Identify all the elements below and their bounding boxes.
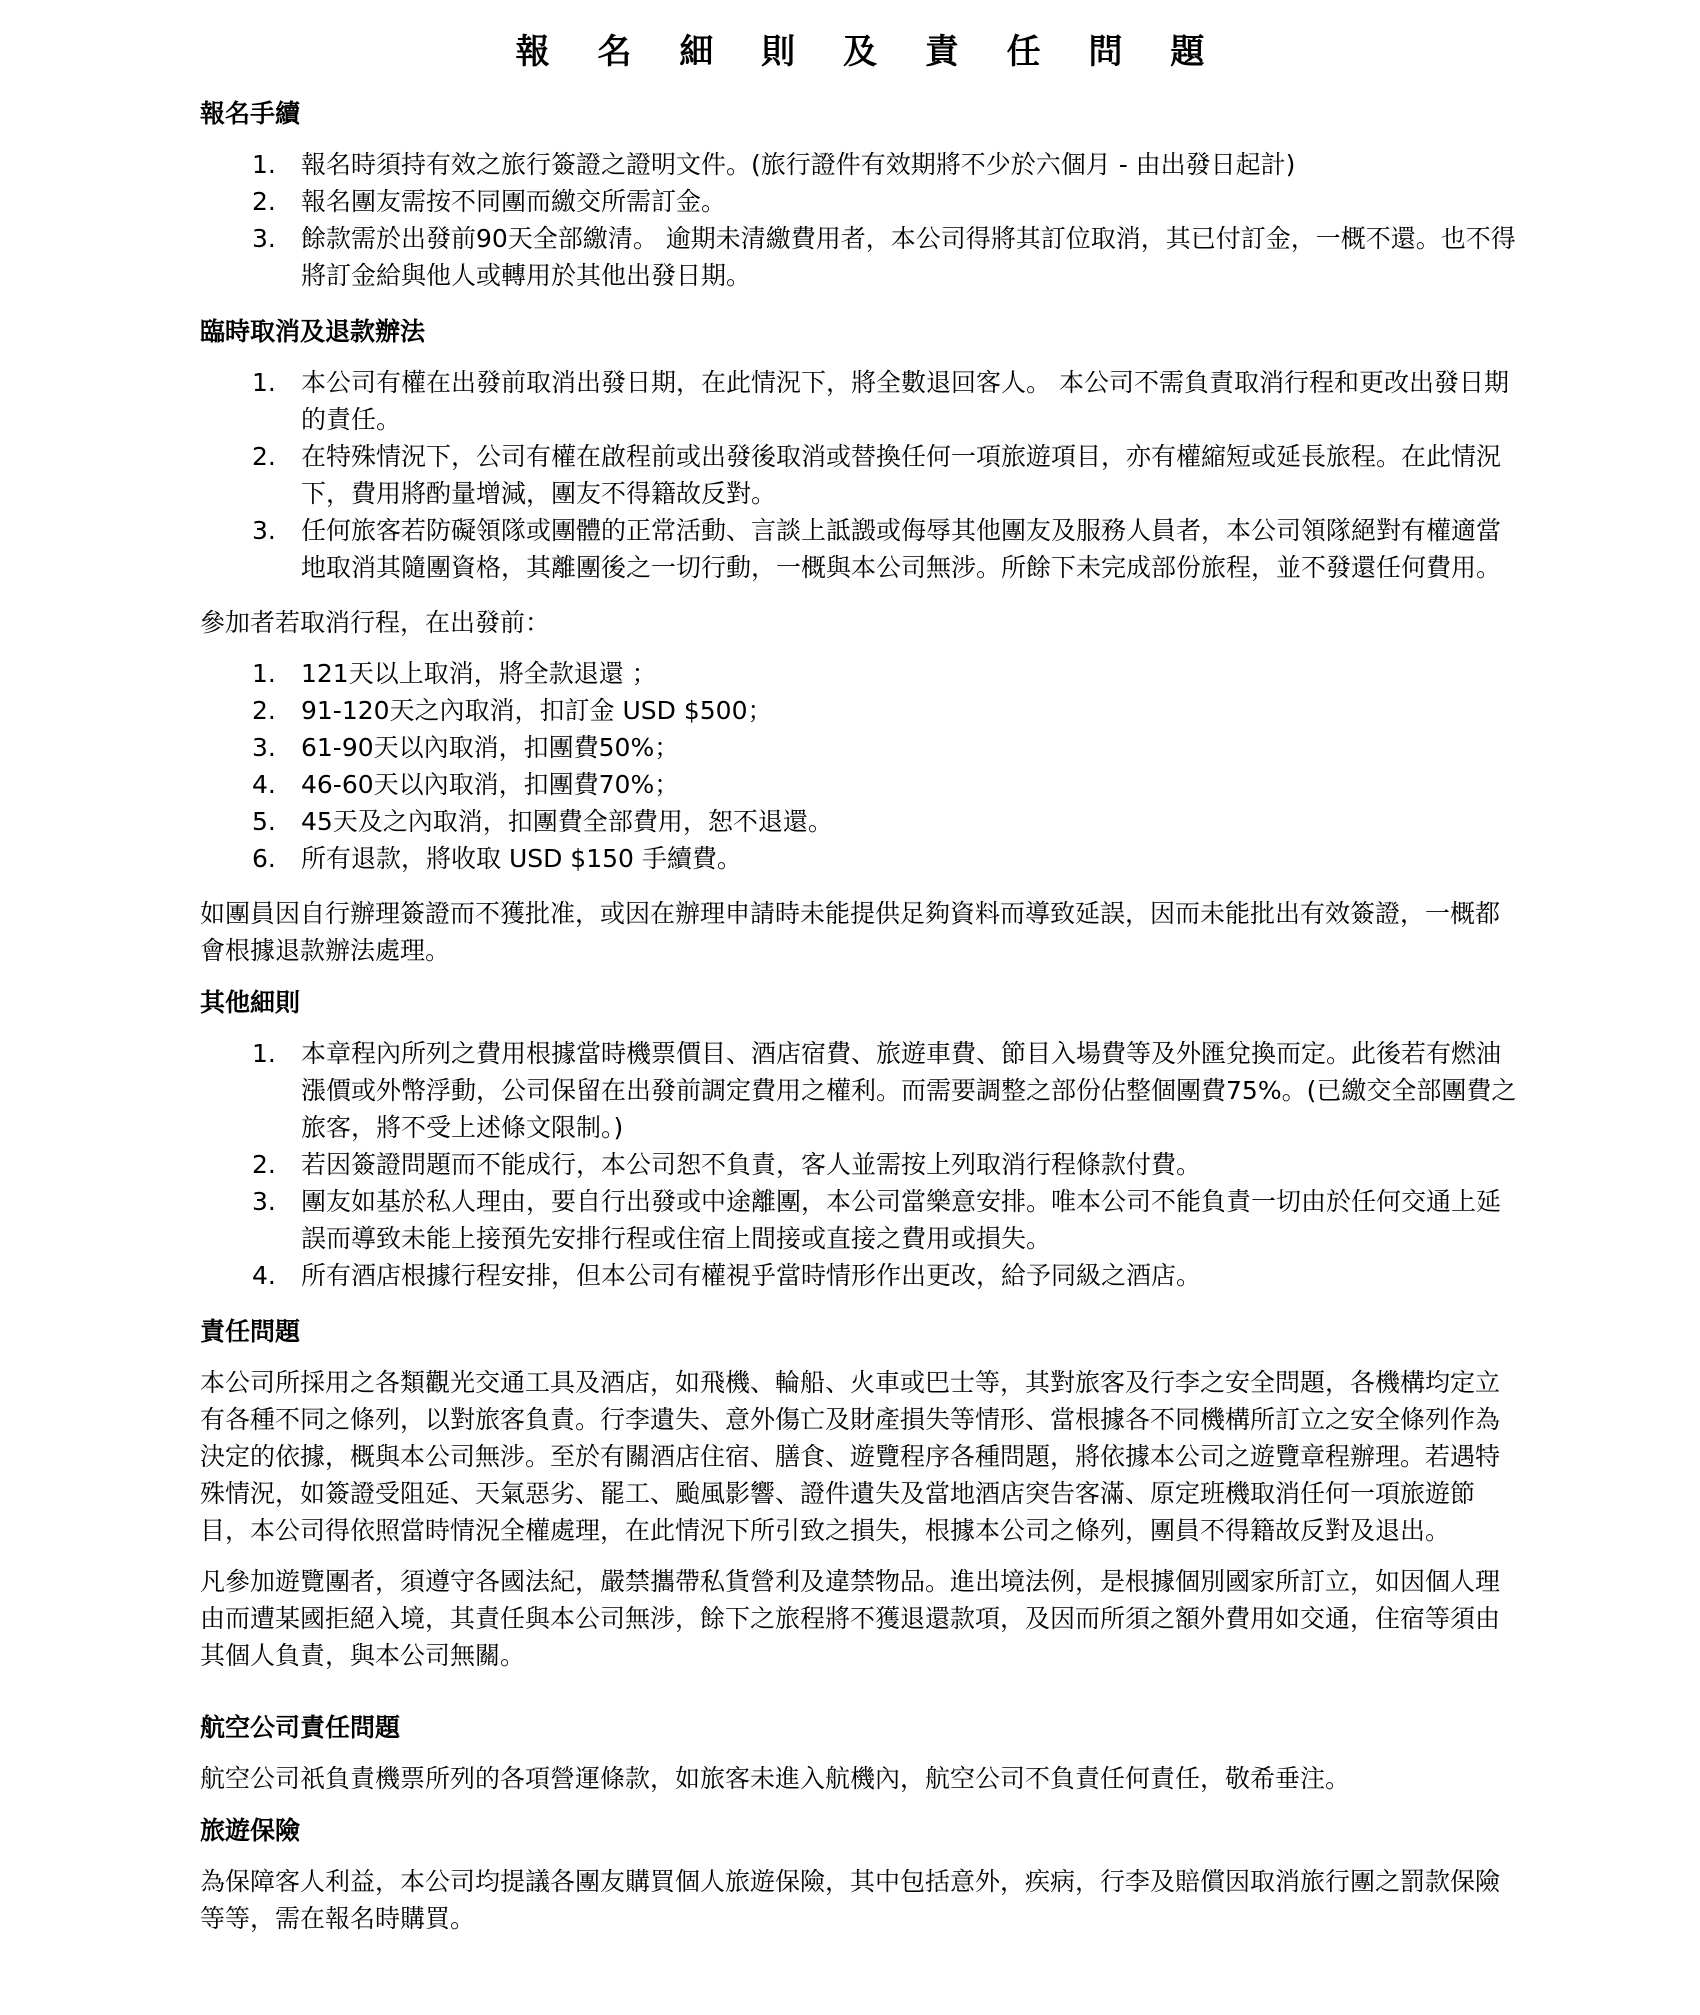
refund-list [200, 655, 1520, 877]
list-item [252, 766, 1520, 803]
visa-note: 如團員因自行辦理簽證而不獲批准，或因在辦理申請時未能提供足夠資料而導致延誤，因而未能批出有效簽證，一概都會根據退款辦法處理。 [200, 899, 1501, 965]
item-number: 1. [252, 659, 276, 688]
item-number: 6. [252, 844, 276, 873]
list-item [252, 438, 1520, 512]
document-title: 報 名 細 則 及 責 任 問 題 [515, 32, 1223, 72]
list-item [252, 729, 1520, 766]
list-item [252, 1146, 1520, 1183]
item-number: 3. [252, 516, 276, 545]
item-text: 45天及之內取消，扣團費全部費用，恕不退還。 [301, 807, 833, 836]
item-text: 團友如基於私人理由，要自行出發或中途離團，本公司當樂意安排。唯本公司不能負責一切由於任何交通上延誤而導致未能上接預先安排行程或住宿上間接或直接之費用或損失。 [301, 1187, 1502, 1253]
item-text: 本章程內所列之費用根據當時機票價目、酒店宿費、旅遊車費、節目入場費等及外匯兌換而定。此後若有燃油漲價或外幣浮動，公司保留在出發前調定費用之權利。而需要調整之部份佔整個團費75%。(已繳交全部團費之旅客，將不受上述條文限制。) [301, 1039, 1517, 1142]
item-number: 1. [252, 1039, 276, 1068]
item-number: 5. [252, 807, 276, 836]
item-text: 121天以上取消，將全款退還 ； [301, 659, 657, 688]
list-item [252, 146, 1520, 183]
other-list [200, 1035, 1520, 1294]
document-page [200, 30, 1520, 1951]
liability-paragraph-1: 本公司所採用之各類觀光交通工具及酒店，如飛機、輪船、火車或巴士等，其對旅客及行李之安全問題，各機構均定立有各種不同之條列，以對旅客負責。行李遺失、意外傷亡及財產損失等情形、當根據各不同機構所訂立之安全條列作為決定的依據，概與本公司無涉。至於有關酒店住宿、膳食、遊覽程序各種問題，將依據本公司之遊覽章程辦理。若遇特殊情況，如簽證受阻延、天氣惡劣、罷工、颱風影響、證件遺失及當地酒店突告客滿、原定班機取消任何一項旅遊節目，本公司得依照當時情況全權處理，在此情況下所引致之損失，根據本公司之條列，團員不得籍故反對及退出。 [200, 1368, 1501, 1545]
item-text: 報名團友需按不同團而繳交所需訂金。 [301, 187, 727, 216]
item-number: 3. [252, 224, 276, 253]
insurance-text: 為保障客人利益，本公司均提議各團友購買個人旅遊保險，其中包括意外，疾病，行李及賠償因取消旅行團之罰款保險等等，需在報名時購買。 [200, 1867, 1501, 1933]
item-text: 餘款需於出發前90天全部繳清。 逾期未清繳費用者，本公司得將其訂位取消，其已付訂金，一概不還。也不得將訂金給與他人或轉用於其他出發日期。 [301, 224, 1516, 290]
airline-text: 航空公司祇負責機票所列的各項營運條款，如旅客未進入航機內，航空公司不負責任何責任，敬希垂注。 [200, 1764, 1351, 1793]
item-text: 若因簽證問題而不能成行，本公司恕不負責，客人並需按上列取消行程條款付費。 [301, 1150, 1202, 1179]
item-number: 1. [252, 150, 276, 179]
cancellation-heading: 臨時取消及退款辦法 [200, 317, 426, 346]
item-text: 所有酒店根據行程安排，但本公司有權視乎當時情形作出更改，給予同級之酒店。 [301, 1261, 1202, 1290]
item-number: 3. [252, 1187, 276, 1216]
item-text: 在特殊情況下，公司有權在啟程前或出發後取消或替換任何一項旅遊項目，亦有權縮短或延長旅程。在此情況下，費用將酌量增減，團友不得籍故反對。 [301, 442, 1502, 508]
item-text: 本公司有權在出發前取消出發日期，在此情況下，將全數退回客人。 本公司不需負責取消行程和更改出發日期的責任。 [301, 368, 1509, 434]
item-number: 2. [252, 187, 276, 216]
other-heading: 其他細則 [200, 988, 301, 1017]
item-number: 4. [252, 1261, 276, 1290]
insurance-heading: 旅遊保險 [200, 1816, 301, 1845]
cancellation-list [200, 364, 1520, 586]
list-item [252, 803, 1520, 840]
list-item [252, 512, 1520, 586]
list-item [252, 1257, 1520, 1294]
airline-heading: 航空公司責任問題 [200, 1713, 401, 1742]
item-number: 1. [252, 368, 276, 397]
registration-list [200, 146, 1520, 294]
item-number: 3. [252, 733, 276, 762]
list-item [252, 840, 1520, 877]
item-text: 61-90天以內取消，扣團費50%； [301, 733, 680, 762]
item-text: 任何旅客若防礙領隊或團體的正常活動、言談上詆譭或侮辱其他團友及服務人員者，本公司領隊絕對有權適當地取消其隨團資格，其離團後之一切行動，一概與本公司無涉。所餘下未完成部份旅程，並不發還任何費用。 [301, 516, 1502, 582]
list-item [252, 692, 1520, 729]
liability-paragraph-2: 凡參加遊覽團者，須遵守各國法紀，嚴禁攜帶私貨營利及違禁物品。進出境法例，是根據個別國家所訂立，如因個人理由而遭某國拒絕入境，其責任與本公司無涉，餘下之旅程將不獲退還款項，及因而所須之額外費用如交通，住宿等須由其個人負責，與本公司無關。 [200, 1567, 1501, 1670]
item-number: 4. [252, 770, 276, 799]
registration-heading: 報名手續 [200, 99, 301, 128]
list-item [252, 183, 1520, 220]
list-item [252, 655, 1520, 692]
item-text: 46-60天以內取消，扣團費70%； [301, 770, 680, 799]
liability-heading: 責任問題 [200, 1317, 301, 1346]
list-item [252, 1035, 1520, 1146]
list-item [252, 220, 1520, 294]
item-number: 2. [252, 442, 276, 471]
item-number: 2. [252, 1150, 276, 1179]
participant-intro: 參加者若取消行程，在出發前： [200, 608, 551, 637]
list-item [252, 364, 1520, 438]
list-item [252, 1183, 1520, 1257]
item-text: 91-120天之內取消，扣訂金 USD $500； [301, 696, 773, 725]
item-text: 所有退款，將收取 USD $150 手續費。 [301, 844, 742, 873]
item-number: 2. [252, 696, 276, 725]
item-text: 報名時須持有效之旅行簽證之證明文件。(旅行證件有效期將不少於六個月 - 由出發日起計) [301, 150, 1296, 179]
